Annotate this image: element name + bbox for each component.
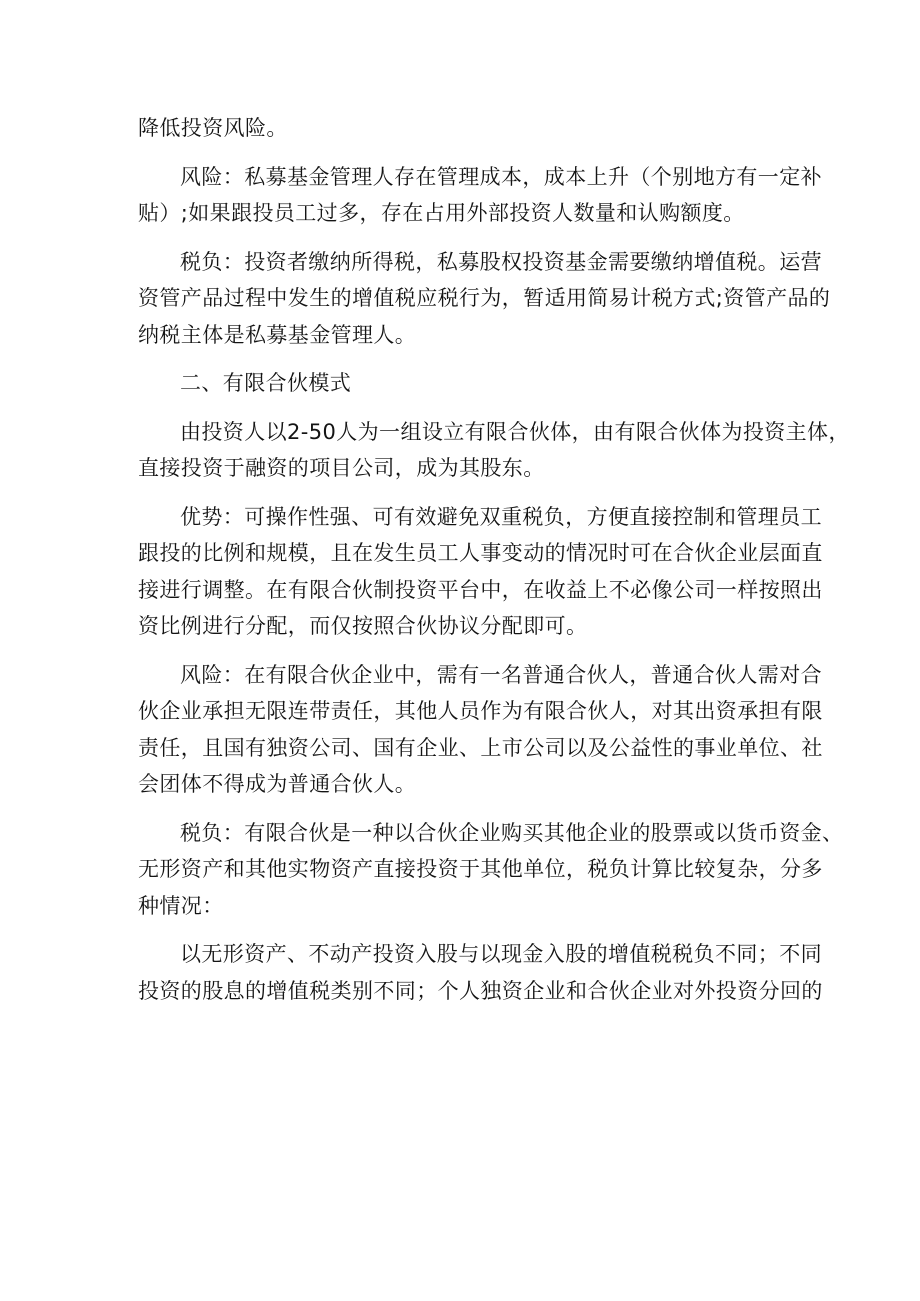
text-line: 跟投的比例和规模，且在发生员工人事变动的情况时可在合伙企业层面直	[138, 541, 823, 565]
text-line: 会团体不得成为普通合伙人。	[138, 772, 417, 796]
text-line: 贴）;如果跟投员工过多，存在占用外部投资人数量和认购额度。	[138, 201, 745, 225]
text-line: 风险：在有限合伙企业中，需有一名普通合伙人，普通合伙人需对合	[180, 662, 822, 687]
text-line: 伙企业承担无限连带责任，其他人员作为有限合伙人，对其出资承担有限	[138, 699, 823, 723]
text-line: 优势：可操作性强、可有效避免双重税负，方便直接控制和管理员工	[180, 504, 822, 529]
text-line: 接进行调整。在有限合伙制投资平台中，在收益上不必像公司一样按照出	[138, 577, 823, 602]
text-line: 以无形资产、不动产投资入股与以现金入股的增值税税负不同；不同	[180, 942, 822, 966]
text-line: 税负：有限合伙是一种以合伙企业购买其他企业的股票或以货币资金、	[180, 820, 844, 845]
text-line: 种情况：	[138, 893, 224, 918]
text-line: 税负：投资者缴纳所得税，私募股权投资基金需要缴纳增值税。运营	[180, 249, 822, 274]
text-line: 责任，且国有独资公司、国有企业、上市公司以及公益性的事业单位、社	[138, 735, 823, 760]
text-line: 风险：私募基金管理人存在管理成本，成本上升（个别地方有一定补	[180, 164, 822, 189]
text-line: 无形资产和其他实物资产直接投资于其他单位，税负计算比较复杂，分多	[138, 857, 823, 881]
text-line: 直接投资于融资的项目公司，成为其股东。	[138, 456, 545, 480]
text-line: 纳税主体是私募基金管理人。	[138, 322, 417, 347]
text-line: 由投资人以2-50人为一组设立有限合伙体，由有限合伙体为投资主体，	[180, 419, 850, 444]
text-line: 降低投资风险。	[138, 116, 288, 140]
text-line: 资比例进行分配，而仅按照合伙协议分配即可。	[138, 614, 588, 638]
section-heading: 二、有限合伙模式	[180, 371, 352, 395]
document-body	[138, 110, 850, 1009]
text-line: 投资的股息的增值税类别不同；个人独资企业和合伙企业对外投资分回的	[138, 978, 823, 1003]
text-line: 资管产品过程中发生的增值税应税行为，暂适用简易计税方式;资管产品的	[138, 286, 831, 310]
